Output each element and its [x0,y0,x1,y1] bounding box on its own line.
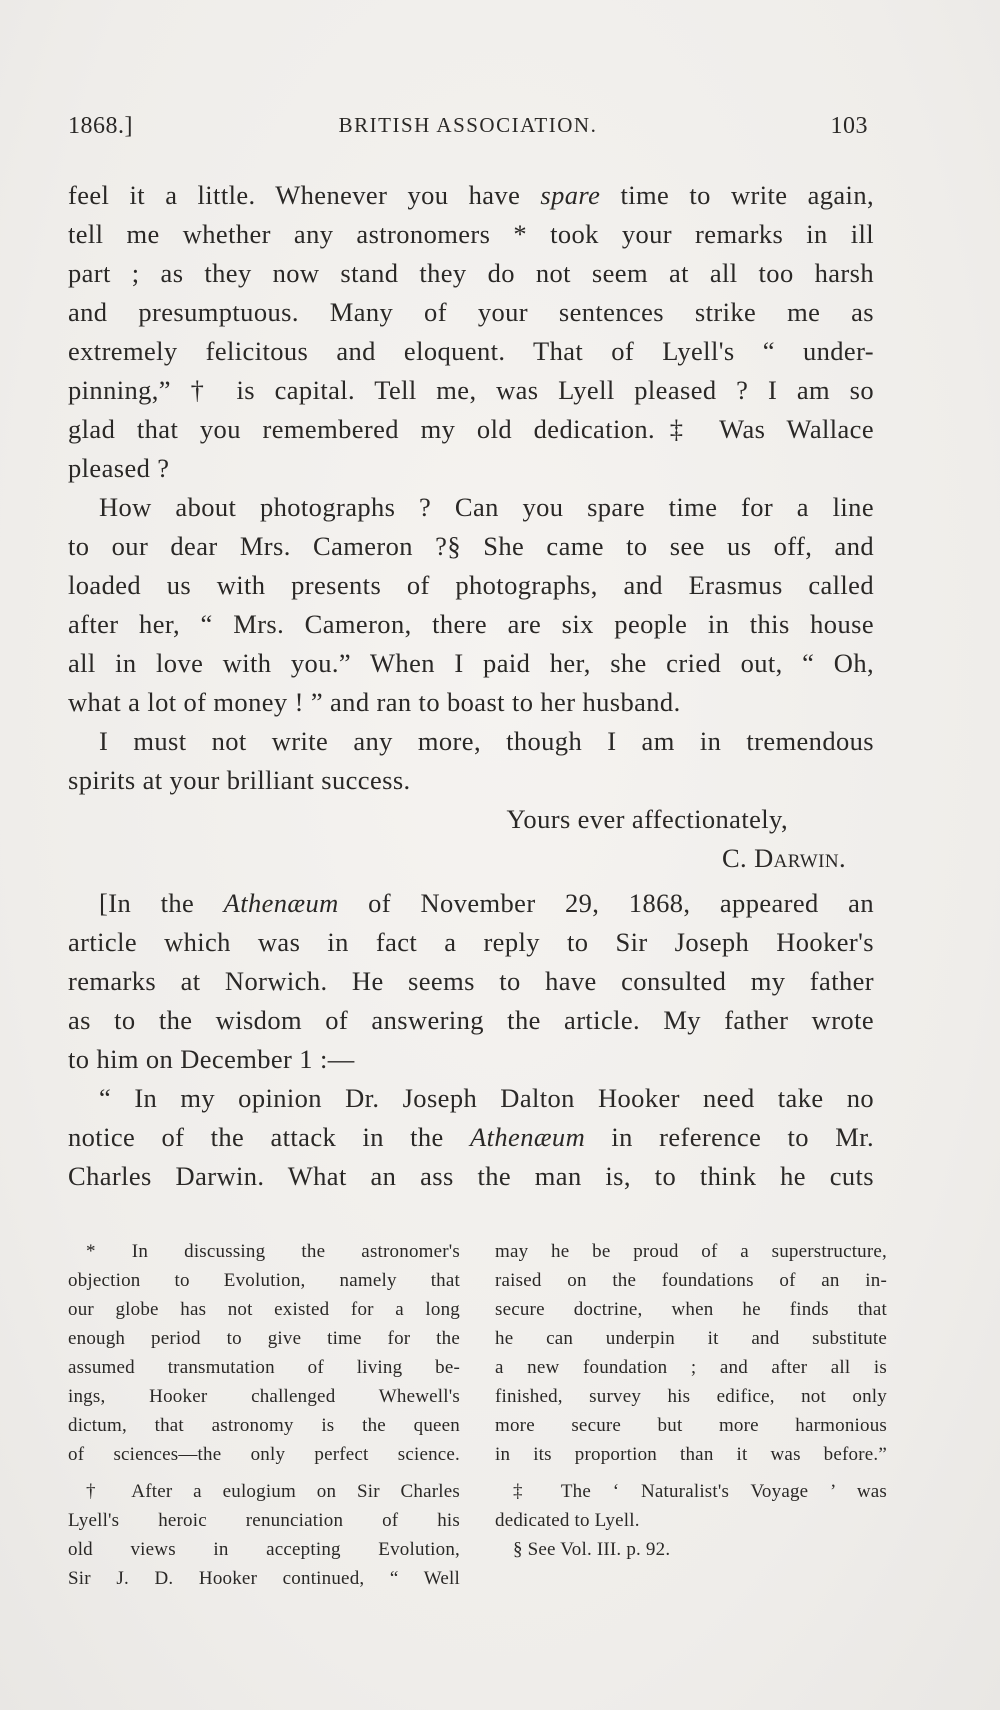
footnote-double-dagger [495,1477,887,1535]
running-header [68,113,868,147]
text-line: after her, “ Mrs. Cameron, there are six people in this house [68,609,874,639]
footnote-line: † After a eulogium on Sir Charles [86,1481,460,1502]
footnote-line: Sir J. D. Hooker continued, “ Well [68,1568,460,1589]
footnote-line: dedicated to Lyell. [495,1510,640,1531]
text-line: “ In my opinion Dr. Joseph Dalton Hooker need take no [99,1083,874,1113]
footnote-line: dictum, that astronomy is the queen [68,1415,460,1436]
italic-text: Athenæum [470,1122,586,1152]
text-line: Charles Darwin. What an ass the man is, to think he cuts [68,1161,874,1191]
footnote-line: more secure but more harmonious [495,1415,887,1436]
text-line: I must not write any more, though I am in tremendous [99,726,874,756]
italic-text: Athenæum [223,888,339,918]
text-line: as to the wisdom of answering the article. My father wrote [68,1005,874,1035]
footnote-line: ‡ The ‘ Naturalist's Voyage ’ was [513,1481,887,1502]
text-line: notice of the attack in the Athenæum in reference to Mr. [68,1122,874,1152]
header-year: 1868.] [68,113,133,139]
text-line: loaded us with presents of photographs, and Erasmus called [68,570,874,600]
page-number: 103 [830,113,868,139]
text-line: part ; as they now stand they do not seem at all too harsh [68,258,874,288]
text-line: glad that you remembered my old dedication.‡ Was Wallace [68,414,874,444]
text-line: pinning,” † is capital. Tell me, was Lyell pleased ? I am so [68,375,874,405]
footnote-line: secure doctrine, when he finds that [495,1299,887,1320]
text-line: all in love with you.” When I paid her, she cried out, “ Oh, [68,648,874,678]
text-line: what a lot of money ! ” and ran to boast to her husband. [68,687,681,717]
text-line: feel it a little. Whenever you have spare time to write again, [68,180,874,210]
footnote-line: in its proportion than it was before.” [495,1444,887,1465]
footnotes-right-column [495,1237,887,1564]
text-line: to our dear Mrs. Cameron ?§ She came to see us off, and [68,531,874,561]
paragraph-letter-3 [68,722,874,800]
text-line: article which was in fact a reply to Sir Joseph Hooker's [68,927,874,957]
footnote-line: a new foundation ; and after all is [495,1357,887,1378]
letter-closing: Yours ever affectionately, [506,804,788,834]
footnote-section [495,1535,887,1564]
footnote-line: raised on the foundations of an in- [495,1270,887,1291]
text-line: remarks at Norwich. He seems to have consulted my father [68,966,874,996]
footnote-line: assumed transmutation of living be- [68,1357,460,1378]
footnote-line: our globe has not existed for a long [68,1299,460,1320]
footnote-line: enough period to give time for the [68,1328,460,1349]
text-line: How about photographs ? Can you spare time for a line [99,492,874,522]
footnote-line: Lyell's heroic renunciation of his [68,1510,460,1531]
footnote-line: objection to Evolution, namely that [68,1270,460,1291]
italic-text: spare [540,180,601,210]
text-line: and presumptuous. Many of your sentences strike me as [68,297,874,327]
letter-signature: C. Darwin. [721,843,846,873]
paragraph-quote [68,1079,874,1196]
text-line: spirits at your brilliant success. [68,765,411,795]
footnote-line: of sciences—the only perfect science. [68,1444,460,1465]
footnote-asterisk [68,1237,460,1469]
text-line: [In the Athenæum of November 29, 1868, appeared an [99,888,874,918]
text-line: extremely felicitous and eloquent. That of Lyell's “ under- [68,336,874,366]
text-line: pleased ? [68,453,170,483]
footnote-dagger-continued [495,1237,887,1469]
paragraph-editorial [68,884,874,1079]
header-title: BRITISH ASSOCIATION. [338,113,598,137]
footnote-dagger [68,1477,460,1593]
footnote-line: he can underpin it and substitute [495,1328,887,1349]
footnote-line: may he be proud of a superstructure, [495,1241,887,1262]
paragraph-letter-2 [68,488,874,722]
text-line: to him on December 1 :— [68,1044,355,1074]
text-line: tell me whether any astronomers * took your remarks in ill [68,219,874,249]
main-text [68,176,874,1196]
paragraph-letter-1 [68,176,874,488]
footnote-line: finished, survey his edifice, not only [495,1386,887,1407]
footnotes-left-column [68,1237,460,1593]
footnote-line: ings, Hooker challenged Whewell's [68,1386,460,1407]
footnote-line: * In discussing the astronomer's [86,1241,460,1262]
footnote-line: old views in accepting Evolution, [68,1539,460,1560]
footnote-line: § See Vol. III. p. 92. [513,1539,671,1560]
